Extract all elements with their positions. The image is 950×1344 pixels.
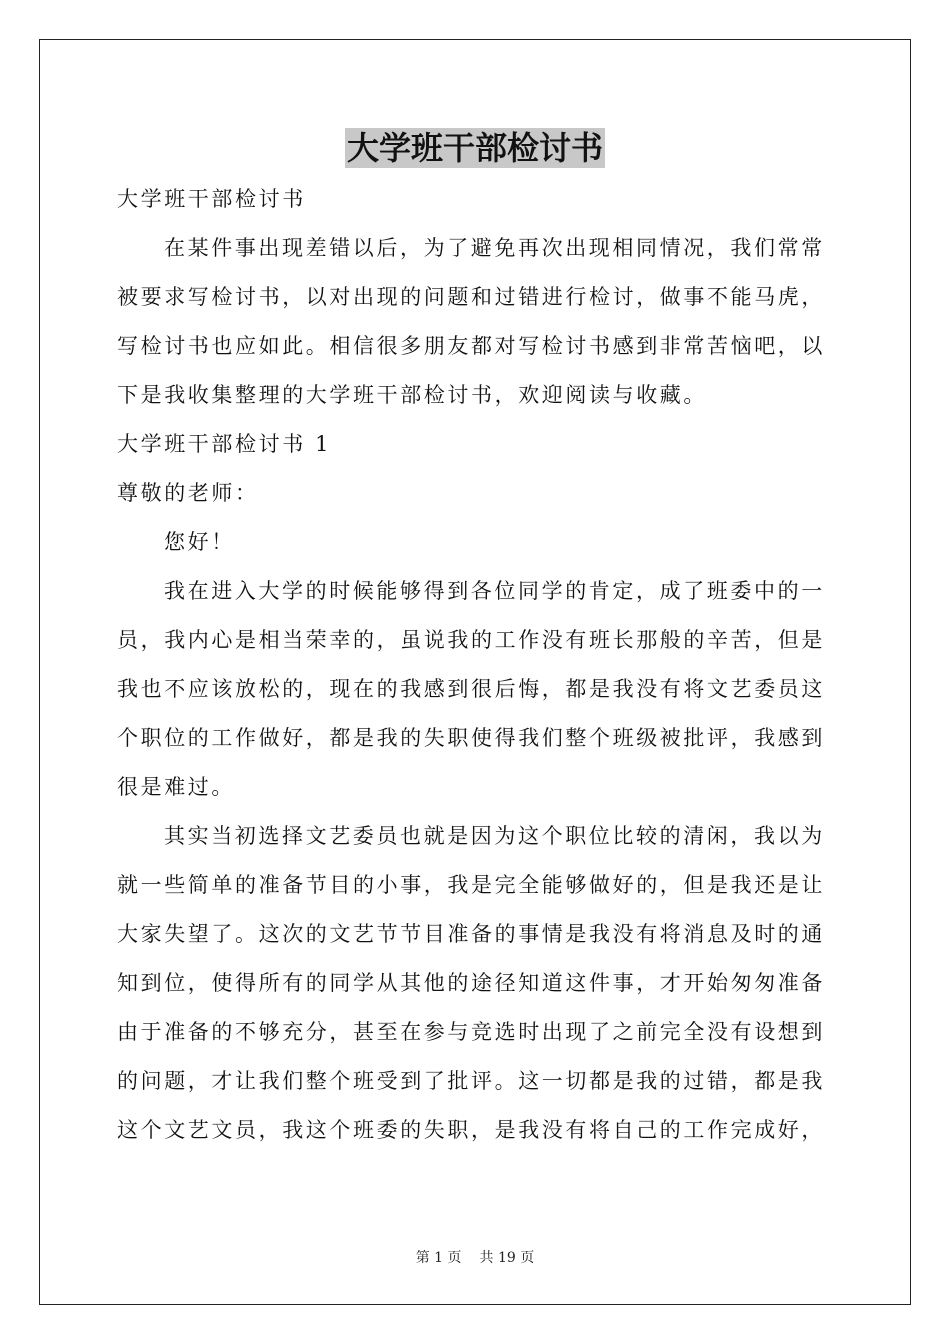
page-number: 第 1 页: [415, 1250, 462, 1266]
text-line: 其实当初选择文艺委员也就是因为这个职位比较的清闲，我以为: [164, 824, 825, 848]
text-line: 大家失望了。这次的文艺节节目准备的事情是我没有将消息及时的通: [117, 922, 825, 946]
text-line: 您好！: [164, 530, 235, 554]
text-line: 大学班干部检讨书 1: [117, 432, 332, 456]
text-line: 个职位的工作做好，都是我的失职使得我们整个班级被批评，我感到: [117, 726, 825, 750]
text-line: 很是难过。: [117, 775, 235, 799]
text-line: 尊敬的老师：: [117, 481, 259, 505]
text-line: 在某件事出现差错以后，为了避免再次出现相同情况，我们常常: [164, 236, 825, 260]
document-body: [117, 179, 833, 1159]
text-line: 我在进入大学的时候能够得到各位同学的肯定，成了班委中的一: [164, 579, 825, 603]
text-line: 的问题，才让我们整个班受到了批评。这一切都是我的过错，都是我: [117, 1069, 825, 1093]
text-line: 大学班干部检讨书: [117, 187, 306, 211]
page-footer: [0, 1248, 950, 1268]
text-line: 写检讨书也应如此。相信很多朋友都对写检讨书感到非常苦恼吧，以: [117, 334, 825, 358]
text-line: 我也不应该放松的，现在的我感到很后悔，都是我没有将文艺委员这: [117, 677, 825, 701]
text-line: 知到位，使得所有的同学从其他的途径知道这件事，才开始匆匆准备: [117, 971, 825, 995]
text-line: 被要求写检讨书，以对出现的问题和过错进行检讨，做事不能马虎，: [117, 285, 825, 309]
text-line: 下是我收集整理的大学班干部检讨书，欢迎阅读与收藏。: [117, 383, 707, 407]
title-wrap: [0, 128, 950, 168]
text-line: 这个文艺文员，我这个班委的失职，是我没有将自己的工作完成好，: [117, 1118, 825, 1142]
document-title: 大学班干部检讨书: [346, 129, 603, 167]
page-total: 共 19 页: [479, 1250, 535, 1266]
text-line: 由于准备的不够充分，甚至在参与竞选时出现了之前完全没有设想到: [117, 1020, 825, 1044]
text-line: 员，我内心是相当荣幸的，虽说我的工作没有班长那般的辛苦，但是: [117, 628, 825, 652]
text-line: 就一些简单的准备节目的小事，我是完全能够做好的，但是我还是让: [117, 873, 825, 897]
